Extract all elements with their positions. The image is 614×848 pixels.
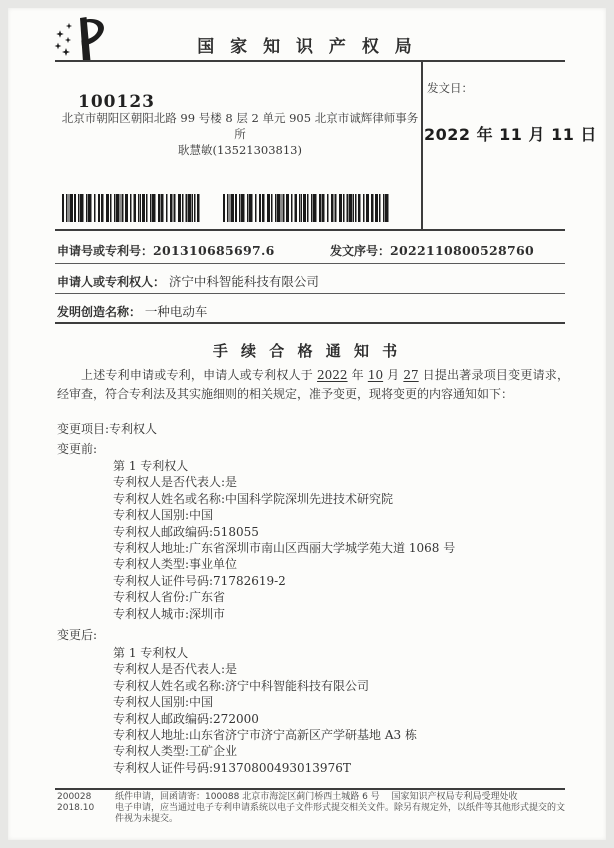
- footer-note-electronic: 电子申请，应当通过电子专利申请系统以电子文件形式提交相关文件。除另有规定外，以纸件等其他形式提交的文件视为未提交。: [115, 803, 566, 824]
- change-section-head: [57, 420, 157, 459]
- row-rule-2: [55, 293, 565, 294]
- change-list-item: 专利权人国别:中国: [113, 695, 214, 710]
- invention-title-value: 一种电动车: [144, 304, 208, 319]
- after-label: 变更后:: [57, 628, 98, 642]
- change-list-item: 专利权人证件号码:91370800493013976T: [113, 760, 351, 775]
- before-label: 变更前:: [57, 441, 98, 456]
- infobox-bottom-rule: [55, 229, 565, 231]
- paragraph-text: 上述专利申请或专利，申请人或专利权人于: [81, 368, 318, 382]
- notice-paragraph: [57, 366, 569, 404]
- change-list-item: 第 1 专利权人: [113, 459, 189, 473]
- application-number-label: 申请号或专利号：: [57, 244, 154, 258]
- footer-rule: [55, 788, 565, 790]
- paragraph-text: 月: [383, 368, 404, 382]
- serial-number-value: 2022110800528760: [390, 243, 534, 258]
- form-code: 200028: [57, 792, 92, 802]
- address-line2: 所: [234, 127, 246, 141]
- before-change-list: [113, 458, 455, 622]
- change-list-item: 专利权人类型:工矿企业: [113, 744, 238, 759]
- change-list-item: 专利权人地址:广东省深圳市南山区西丽大学城学苑大道 1068 号: [113, 541, 456, 556]
- applicant-label: 申请人或专利权人：: [57, 275, 166, 289]
- mail-address-block: [44, 110, 436, 158]
- footer-note-paper: 纸件申请，回函请寄：100088 北京市海淀区蓟门桥西土城路 6 号 国家知识产权局专利局受理处收: [115, 792, 518, 802]
- change-list-item: 专利权人省份:广东省: [113, 590, 226, 605]
- barcode-left: [62, 194, 200, 222]
- application-number-value: 201310685697.6: [153, 243, 275, 258]
- change-list-item: 专利权人姓名或名称:济宁中科智能科技有限公司: [113, 678, 370, 693]
- notice-title: 手 续 合 格 通 知 书: [212, 342, 402, 360]
- row-rule-1: [55, 263, 565, 264]
- request-month: 10: [367, 368, 384, 382]
- request-day: 27: [403, 368, 419, 382]
- issue-date-label: 发文日：: [427, 81, 473, 95]
- change-list-item: 专利权人地址:山东省济宁市济宁高新区产学研基地 A3 栋: [113, 728, 417, 743]
- form-date: 2018.10: [57, 803, 95, 813]
- change-list-item: 第 1 专利权人: [113, 646, 189, 660]
- change-item: 变更项目:专利权人: [57, 422, 158, 436]
- change-list-item: 专利权人类型:事业单位: [113, 557, 238, 572]
- change-list-item: 专利权人城市:深圳市: [113, 606, 226, 621]
- document-sheet: [8, 8, 606, 840]
- change-list-item: 专利权人是否代表人:是: [113, 475, 238, 490]
- paragraph-text: 年: [347, 368, 368, 382]
- address-line1: 北京市朝阳区朝阳北路 99 号楼 8 层 2 单元 905 北京市诚辉律师事务: [61, 111, 419, 125]
- row-rule-3: [55, 322, 565, 324]
- invention-title-label: 发明创造名称：: [57, 305, 142, 319]
- issue-date-value: 2022 年 11 月 11 日: [424, 125, 597, 144]
- header-rule: [55, 60, 565, 62]
- footer-form-info: [57, 792, 94, 814]
- change-list-item: 专利权人国别:中国: [113, 508, 214, 523]
- after-change-list: [113, 645, 417, 776]
- paragraph-text: 日提出著录项目变更请求，经审查，符合专利法及其实施细则的相关规定，准予变更，现将变更的内容通知如下：: [57, 368, 569, 401]
- footer-notes: [115, 792, 571, 825]
- invention-title-row: [57, 302, 565, 320]
- change-list-item: 专利权人证件号码:71782619-2: [113, 573, 286, 588]
- applicant-row: [57, 272, 565, 290]
- request-year: 2022: [317, 368, 348, 382]
- agency-title: 国 家 知 识 产 权 局: [197, 37, 417, 57]
- application-number-row: [57, 242, 565, 259]
- applicant-value: 济宁中科智能科技有限公司: [168, 274, 319, 289]
- serial-number-group: [330, 242, 534, 259]
- postcode: 100123: [78, 92, 155, 112]
- serial-number-label: 发文序号：: [330, 244, 391, 258]
- recipient: 耿慧敏(13521303813): [178, 143, 302, 157]
- change-list-item: 专利权人姓名或名称:中国科学院深圳先进技术研究院: [113, 491, 394, 506]
- change-list-item: 专利权人邮政编码:272000: [113, 711, 259, 726]
- change-list-item: 专利权人邮政编码:518055: [113, 524, 259, 539]
- change-list-item: 专利权人是否代表人:是: [113, 662, 238, 677]
- barcode-right: [223, 194, 390, 222]
